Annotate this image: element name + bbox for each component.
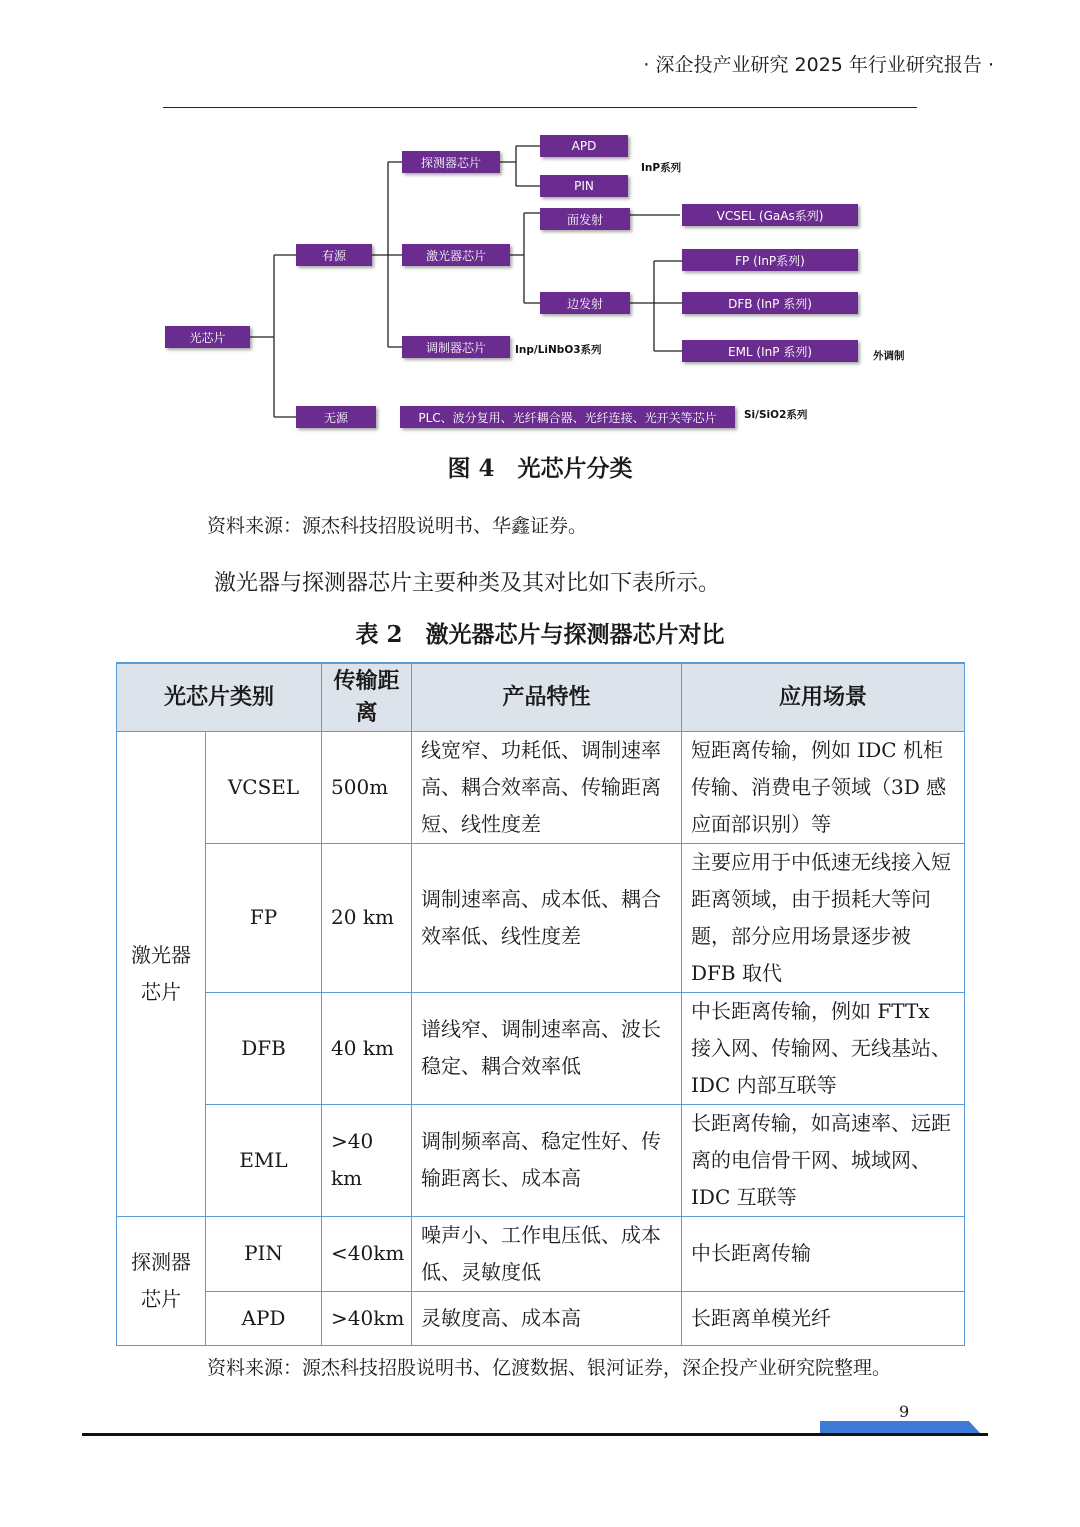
label-inp-series: InP系列: [641, 162, 682, 174]
node-pin: PIN: [540, 175, 628, 197]
table-row: [117, 1291, 965, 1345]
node-active: 有源: [296, 244, 372, 266]
table-header-row: [117, 663, 965, 731]
node-detector-chip: 探测器芯片: [402, 151, 500, 173]
diagram-connectors: [160, 125, 920, 435]
label-si-series: Si/SiO2系列: [744, 409, 808, 421]
node-modulator-chip: 调制器芯片: [402, 336, 510, 358]
node-optical-chip: 光芯片: [165, 326, 250, 348]
table-row: [117, 731, 965, 843]
row-distance: 500m: [322, 731, 412, 843]
group-laser: 激光器芯片: [117, 731, 206, 1216]
row-features: 调制速率高、成本低、耦合效率低、线性度差: [412, 843, 682, 992]
node-vcsel: VCSEL (GaAs系列): [682, 204, 858, 226]
footer-divider: [82, 1433, 988, 1436]
optical-chip-diagram: [160, 125, 920, 435]
table-source: 资料来源：源杰科技招股说明书、亿渡数据、银河证券，深企投产业研究院整理。: [207, 1357, 892, 1379]
row-scenarios: 中长距离传输，例如 FTTx 接入网、传输网、无线基站、IDC 内部互联等: [682, 992, 965, 1104]
row-features: 噪声小、工作电压低、成本低、灵敏度低: [412, 1216, 682, 1291]
figure-source: 资料来源：源杰科技招股说明书、华鑫证券。: [207, 515, 588, 537]
row-name: FP: [206, 843, 322, 992]
label-modulator-series: Inp/LiNbO3系列: [515, 344, 602, 356]
page-header: · 深企投产业研究 2025 年行业研究报告 ·: [643, 54, 994, 76]
table-row: [117, 843, 965, 992]
header-features: 产品特性: [412, 663, 682, 731]
header-scenarios: 应用场景: [682, 663, 965, 731]
row-distance: >40km: [322, 1291, 412, 1345]
row-distance: 20 km: [322, 843, 412, 992]
row-distance: >40 km: [322, 1104, 412, 1216]
header-divider: [163, 107, 917, 108]
row-name: PIN: [206, 1216, 322, 1291]
node-edge-emitting: 边发射: [540, 292, 630, 314]
comparison-table: [116, 662, 965, 1346]
row-scenarios: 中长距离传输: [682, 1216, 965, 1291]
figure-caption: 图 4 光芯片分类: [447, 455, 633, 482]
row-name: VCSEL: [206, 731, 322, 843]
row-features: 调制频率高、稳定性好、传输距离长、成本高: [412, 1104, 682, 1216]
table-row: [117, 992, 965, 1104]
node-fp: FP (InP系列): [682, 249, 858, 271]
row-features: 谱线窄、调制速率高、波长稳定、耦合效率低: [412, 992, 682, 1104]
row-scenarios: 长距离传输，如高速率、远距离的电信骨干网、城域网、IDC 互联等: [682, 1104, 965, 1216]
node-apd: APD: [540, 135, 628, 157]
page-number: 9: [899, 1402, 910, 1421]
row-scenarios: 主要应用于中低速无线接入短距离领域，由于损耗大等问题，部分应用场景逐步被 DFB 取代: [682, 843, 965, 992]
node-eml: EML (InP 系列): [682, 340, 858, 362]
table-row: [117, 1216, 965, 1291]
row-distance: 40 km: [322, 992, 412, 1104]
node-dfb: DFB (InP 系列): [682, 292, 858, 314]
node-passive: 无源: [296, 406, 376, 428]
footer-accent: [820, 1421, 980, 1433]
table-row: [117, 1104, 965, 1216]
node-laser-chip: 激光器芯片: [402, 244, 510, 266]
group-detector: 探测器芯片: [117, 1216, 206, 1345]
body-paragraph: 激光器与探测器芯片主要种类及其对比如下表所示。: [214, 571, 721, 596]
row-features: 灵敏度高、成本高: [412, 1291, 682, 1345]
row-scenarios: 短距离传输，例如 IDC 机柜传输、消费电子领域（3D 感应面部识别）等: [682, 731, 965, 843]
row-scenarios: 长距离单模光纤: [682, 1291, 965, 1345]
row-name: EML: [206, 1104, 322, 1216]
node-passive-items: PLC、波分复用、光纤耦合器、光纤连接、光开关等芯片: [400, 406, 735, 428]
header-type: 光芯片类别: [117, 663, 322, 731]
row-distance: <40km: [322, 1216, 412, 1291]
row-name: DFB: [206, 992, 322, 1104]
header-distance: 传输距离: [322, 663, 412, 731]
row-features: 线宽窄、功耗低、调制速率高、耦合效率高、传输距离短、线性度差: [412, 731, 682, 843]
row-name: APD: [206, 1291, 322, 1345]
table-caption: 表 2 激光器芯片与探测器芯片对比: [355, 621, 725, 648]
node-surface-emitting: 面发射: [540, 208, 630, 230]
label-external-modulation: 外调制: [873, 350, 905, 362]
